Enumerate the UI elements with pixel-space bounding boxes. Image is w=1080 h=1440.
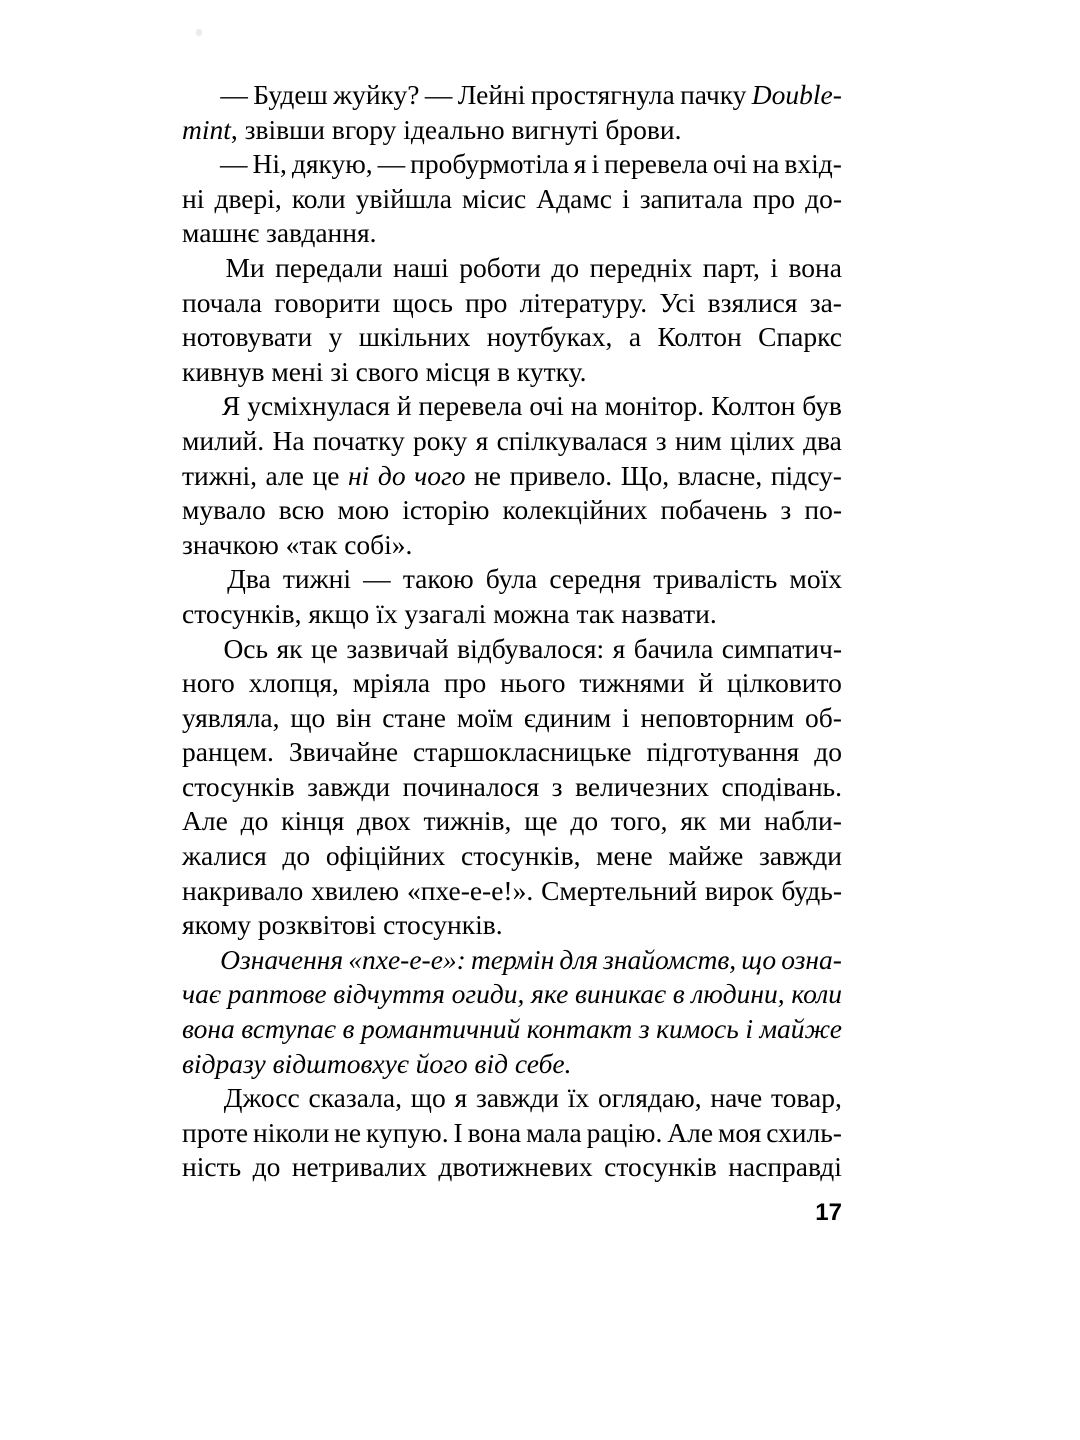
text-run: всю (278, 494, 325, 526)
paragraph-indent (182, 1081, 215, 1116)
text-run: побачень (660, 494, 768, 526)
text-run: коли (291, 182, 346, 214)
text-run: до (814, 736, 842, 768)
text-line (182, 528, 842, 563)
text-run: чого (414, 459, 466, 491)
text-line (182, 147, 842, 182)
text-run: ранцем. (182, 736, 274, 768)
text-run: Означення (220, 943, 344, 975)
text-run: роботи (459, 251, 541, 283)
text-run: усміхнулася (247, 390, 390, 422)
text-run: пробурмотіла (410, 148, 569, 180)
text-run: кінця (281, 805, 345, 837)
text-run: Double- (751, 79, 842, 110)
text-run: майже (759, 1013, 842, 1045)
text-run: — (424, 79, 453, 110)
text-line (182, 1116, 842, 1151)
text-run: мріяла (352, 667, 431, 699)
text-run: а (628, 321, 642, 353)
text-run: очі (529, 390, 564, 422)
text-run: людини, (691, 978, 785, 1010)
text-run: значкою «так собі». (182, 528, 413, 560)
text-run: передали (275, 251, 383, 283)
text-run: завжди (758, 840, 842, 872)
text-run: будь- (781, 874, 842, 906)
text-run: тижнями (579, 667, 685, 699)
text-line (182, 459, 842, 494)
paragraph (182, 389, 842, 562)
text-run: наші (393, 251, 449, 283)
text-run: ніколи (253, 1116, 330, 1148)
text-run: нотовувати (182, 321, 313, 353)
text-run: з (638, 1013, 650, 1045)
text-run: до (377, 459, 406, 491)
text-run: Джосс (223, 1082, 300, 1114)
text-run: Колтон (657, 321, 742, 353)
page-number: 17 (815, 1199, 842, 1226)
text-run: підготування (646, 736, 800, 768)
text-run: взялися (707, 286, 798, 318)
text-run: Я (221, 390, 241, 422)
text-line (182, 182, 842, 217)
text-line (182, 943, 842, 978)
text-run: і (622, 182, 630, 214)
text-line (182, 562, 842, 597)
text-run: стосунків, якщо їх узагалі можна так назвати. (182, 597, 717, 629)
text-run: Але (667, 1116, 714, 1148)
text-line (182, 874, 842, 909)
text-run: майже (668, 840, 744, 872)
text-run: купую. (365, 1116, 449, 1148)
text-run: про (465, 286, 508, 318)
text-run: була (485, 563, 538, 595)
text-run: відразу відштовхує його від себе. (182, 1047, 572, 1079)
text-run: Смертельний (541, 874, 698, 906)
text-run: — (220, 148, 248, 180)
text-line (182, 597, 842, 632)
text-run: до (551, 251, 580, 283)
text-run: цілковито (727, 667, 842, 699)
text-run: місис (462, 182, 527, 214)
text-run: до (240, 805, 269, 837)
text-run: симпатич- (721, 632, 842, 664)
text-run: вирок (704, 874, 774, 906)
text-run: стане (382, 701, 446, 733)
text-line (182, 1150, 842, 1185)
text-run: неповторним (640, 701, 795, 733)
text-run: сподівань. (721, 770, 842, 802)
text-run: передніх (589, 251, 693, 283)
text-run: двох (357, 805, 411, 837)
text-run: милий. (182, 424, 265, 456)
text-run: власне, (677, 459, 763, 491)
text-run: вхід- (784, 148, 842, 180)
text-run: уявляла, (182, 701, 280, 733)
text-run: до (252, 1151, 281, 1183)
text-run: сказала, (308, 1082, 402, 1114)
text-run: в (342, 1013, 355, 1045)
text-run: тижні, (182, 459, 257, 491)
text-line (182, 701, 842, 736)
text-line (182, 770, 842, 805)
text-run: увійшла (355, 182, 452, 214)
text-run: на (752, 148, 780, 180)
text-run: Колтон (711, 390, 796, 422)
text-run: знайомств, (603, 943, 737, 975)
text-run: історію (402, 494, 490, 526)
text-run: цілих (730, 424, 795, 456)
paragraph-indent (182, 562, 215, 597)
text-run: мою (337, 494, 390, 526)
text-run: про (444, 667, 487, 699)
text-run: в (672, 978, 685, 1010)
text-run: Ми (225, 251, 265, 283)
paragraph-indent (182, 943, 215, 978)
text-run: об- (805, 701, 842, 733)
paragraph (182, 1081, 842, 1185)
scan-artifact-speck (196, 29, 202, 36)
text-run: середня (549, 563, 642, 595)
text-run: і (745, 1013, 753, 1045)
text-run: два (803, 424, 842, 456)
text-run: відчуття (333, 978, 445, 1010)
text-run: кивнув мені зі свого місця в кутку. (182, 355, 587, 387)
text-line (182, 839, 842, 874)
text-run: оглядаю, (597, 1082, 702, 1114)
text-run: простягнула (530, 79, 675, 110)
text-run: тижнів, (423, 805, 512, 837)
text-run: старшокласницьке (413, 736, 632, 768)
text-run: Будеш (253, 79, 328, 110)
text-run: що (410, 1082, 446, 1114)
text-line (182, 804, 842, 839)
paragraph-indent (182, 147, 215, 182)
text-line (182, 389, 842, 424)
text-run: ноутбуках, (486, 321, 613, 353)
text-line (182, 977, 842, 1012)
text-run: Усі (659, 286, 696, 318)
text-run: спілкувалася (496, 424, 648, 456)
text-run: мене (596, 840, 653, 872)
text-run: набли- (764, 805, 842, 837)
text-run: по- (804, 494, 842, 526)
text-run: відбувалося: (457, 632, 605, 664)
text-run: не (334, 1116, 362, 1148)
text-line (182, 251, 842, 286)
paragraph-indent (182, 389, 215, 424)
text-run: Що, (620, 459, 670, 491)
text-run: Ось (223, 632, 269, 664)
text-run: це (312, 459, 340, 491)
text-run: тижні (282, 563, 351, 595)
text-run: до (282, 840, 311, 872)
text-line (182, 286, 842, 321)
text-run: двотижневих (438, 1151, 593, 1183)
text-run: хвилею (311, 874, 400, 906)
text-line (182, 1081, 842, 1116)
text-run: вступає (241, 1013, 336, 1045)
text-run: Лейні (457, 79, 526, 110)
text-line (182, 216, 842, 251)
text-run: Адамс (536, 182, 612, 214)
text-run: говорити (274, 286, 381, 318)
page-text-body (182, 78, 842, 1185)
text-run: я (573, 148, 587, 180)
text-run: з (655, 424, 667, 456)
text-line (182, 1012, 842, 1047)
text-run: монітор. (604, 390, 705, 422)
text-run: шкільних (358, 321, 471, 353)
text-run: мала (526, 1116, 582, 1148)
text-run: «пхе-е-е»: (348, 943, 466, 975)
text-run: вона (467, 1116, 522, 1148)
paragraph-indent (182, 632, 215, 667)
text-run: товар, (771, 1082, 842, 1114)
text-run: стосунків (604, 1151, 717, 1183)
text-run: почала (182, 286, 262, 318)
text-run: перевела (604, 148, 708, 180)
text-run: термін (470, 943, 555, 975)
text-run: виникає (575, 978, 666, 1010)
text-line (182, 424, 842, 459)
text-run: схиль- (766, 1116, 842, 1148)
text-run: до- (805, 182, 842, 214)
text-run: року (413, 424, 468, 456)
text-run: привело. (509, 459, 613, 491)
text-run: але (265, 459, 304, 491)
text-line (182, 1047, 842, 1082)
text-run: машнє завдання. (182, 217, 377, 249)
text-run: хлопця, (248, 667, 339, 699)
text-run: на (570, 390, 598, 422)
text-run: і (770, 251, 778, 283)
text-run: до (570, 805, 599, 837)
text-run: Ні, (252, 148, 287, 180)
text-run: ні (348, 459, 370, 491)
text-run: за- (809, 286, 842, 318)
text-run: ного (182, 667, 235, 699)
text-run: бачила (633, 632, 714, 664)
text-run: колекційних (502, 494, 648, 526)
text-run: нетривалих (291, 1151, 427, 1183)
text-run: На (272, 424, 305, 456)
text-run: романтичний (360, 1013, 521, 1045)
text-run: моїх (789, 563, 842, 595)
text-run: запитала (639, 182, 743, 214)
text-run: зазвичай (346, 632, 449, 664)
paragraph (182, 78, 842, 147)
text-run: раптове (227, 978, 327, 1010)
text-run: що (741, 943, 777, 975)
text-run: ми (719, 805, 752, 837)
text-run: стосунків (182, 770, 295, 802)
text-run: вона (182, 1013, 235, 1045)
text-line (182, 908, 842, 943)
text-run: моя (718, 1116, 762, 1148)
text-run: я (454, 1082, 468, 1114)
text-run: очі (712, 148, 748, 180)
text-run: коли (791, 978, 842, 1010)
text-run: , звівши вгору ідеально вигнуті брови. (230, 113, 682, 145)
text-run: тривалість (653, 563, 778, 595)
text-run: Але (182, 805, 228, 837)
text-run: рацію. (586, 1116, 663, 1148)
paragraph-indent (182, 78, 215, 113)
text-run: кимось (656, 1013, 739, 1045)
text-run: що (290, 701, 326, 733)
text-run: й (698, 667, 714, 699)
text-run: Два (227, 563, 271, 595)
text-run: про (752, 182, 795, 214)
text-run: завжди (475, 1082, 559, 1114)
paragraph (182, 147, 842, 251)
text-run: завжди (307, 770, 391, 802)
text-run: того, (610, 805, 668, 837)
text-run: ним (675, 424, 722, 456)
text-run: ні (182, 182, 205, 214)
text-run: як (276, 632, 303, 664)
text-run: mint (182, 113, 231, 145)
text-run: й (396, 390, 412, 422)
text-run: Звичайне (288, 736, 399, 768)
text-run: він (336, 701, 372, 733)
text-run: підсу- (770, 459, 842, 491)
text-run: парт, (702, 251, 760, 283)
text-run: офіційних (325, 840, 446, 872)
paragraph (182, 632, 842, 943)
text-run: дякую, (291, 148, 373, 180)
text-run: жуйку? (333, 79, 420, 110)
text-run: це (310, 632, 338, 664)
text-line (182, 493, 842, 528)
text-run: чає (182, 978, 221, 1010)
text-run: яке (531, 978, 569, 1010)
text-run: — (220, 79, 248, 110)
paragraph (182, 562, 842, 631)
text-run: огиди, (451, 978, 525, 1010)
text-run: мувало (182, 494, 266, 526)
text-run: у (328, 321, 343, 353)
text-run: ще (524, 805, 558, 837)
text-run: — (377, 148, 406, 180)
text-run: щось (392, 286, 453, 318)
text-run: їх (567, 1082, 590, 1114)
text-run: якому розквітові стосунків. (182, 909, 503, 941)
text-run: літературу. (519, 286, 648, 318)
text-run: проте (182, 1116, 249, 1148)
text-run: пачку (680, 79, 747, 110)
text-run: — (363, 563, 391, 595)
text-run: моїм (456, 701, 514, 733)
text-run: я (475, 424, 489, 456)
text-run: з (780, 494, 792, 526)
text-line (182, 666, 842, 701)
text-run: початку (312, 424, 405, 456)
text-run: двері, (214, 182, 282, 214)
text-run: був (802, 390, 842, 422)
text-run: перевела (418, 390, 523, 422)
text-run: наче (710, 1082, 763, 1114)
text-run: і (591, 148, 600, 180)
text-run: ність (182, 1151, 242, 1183)
text-run: жалися (182, 840, 267, 872)
text-run: і (622, 701, 630, 733)
text-run: величезних (575, 770, 709, 802)
text-run: озна- (781, 943, 842, 975)
text-run: Спаркс (758, 321, 842, 353)
text-line (182, 320, 842, 355)
text-run: з (551, 770, 563, 802)
paragraph (182, 943, 842, 1081)
text-run: я (612, 632, 626, 664)
text-line (182, 735, 842, 770)
text-run: не (474, 459, 502, 491)
text-run: як (680, 805, 707, 837)
paragraph-indent (182, 251, 215, 286)
text-run: насправді (728, 1151, 842, 1183)
text-line (182, 113, 842, 148)
paragraph (182, 251, 842, 389)
text-run: стосунків, (460, 840, 581, 872)
text-run: накривало (182, 874, 304, 906)
text-run: вона (788, 251, 842, 283)
text-run: контакт (526, 1013, 633, 1045)
text-line (182, 78, 842, 113)
text-line (182, 355, 842, 390)
text-run: єдиним (523, 701, 612, 733)
text-run: для (559, 943, 599, 975)
text-run: починалося (402, 770, 540, 802)
text-run: нього (500, 667, 566, 699)
text-line (182, 632, 842, 667)
text-run: «пхе-е-е!». (406, 874, 534, 906)
text-run: такою (402, 563, 474, 595)
text-run: І (453, 1116, 463, 1148)
